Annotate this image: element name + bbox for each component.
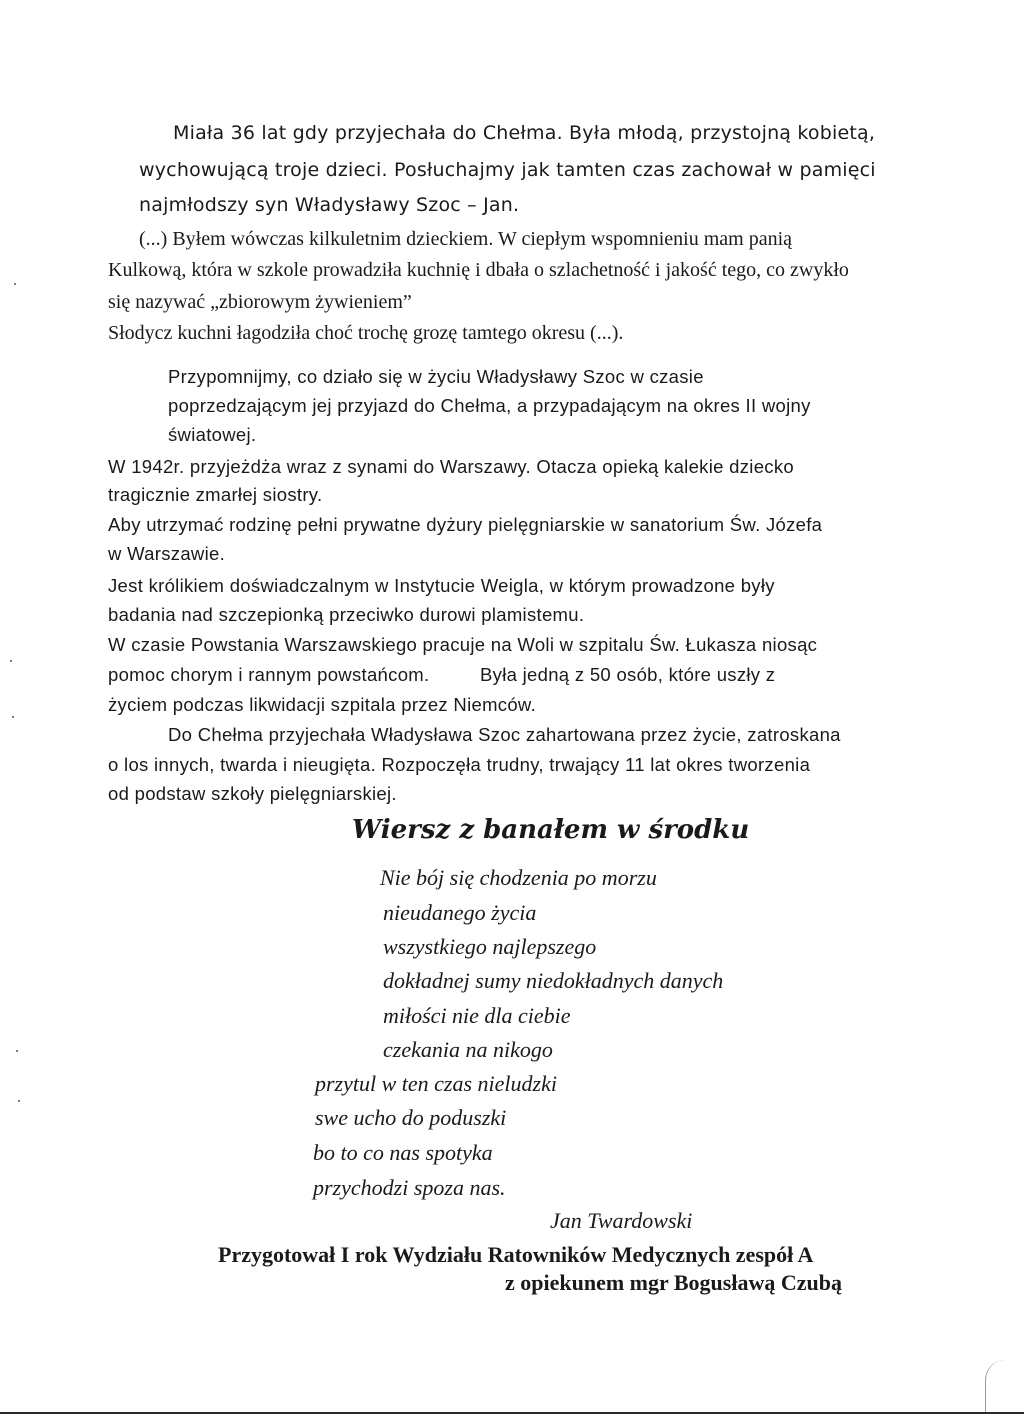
quote-line-3: się nazywać „zbiorowym żywieniem” xyxy=(108,291,412,313)
history-line-15: od podstaw szkoły pielęgniarskiej. xyxy=(108,783,397,804)
scan-speck xyxy=(18,1100,20,1102)
quote-line-2: Kulkową, która w szkole prowadziła kuchnię i dbała o szlachetność i jakość tego, co zwykło xyxy=(108,259,849,281)
credits-line-2: z opiekunem mgr Bogusławą Czubą xyxy=(505,1270,842,1295)
history-line-5: tragicznie zmarłej siostry. xyxy=(108,484,323,505)
intro-line-3: najmłodszy syn Władysławy Szoc – Jan. xyxy=(139,194,520,216)
history-line-9: badania nad szczepionką przeciwko durowi plamistemu. xyxy=(108,604,585,625)
poem-line: czekania na nikogo xyxy=(383,1037,553,1062)
scan-speck xyxy=(10,660,12,662)
scan-bottom-edge xyxy=(0,1412,1024,1414)
history-line-1: Przypomnijmy, co działo się w życiu Władysławy Szoc w czasie xyxy=(168,366,704,387)
history-line-12: życiem podczas likwidacji szpitala przez Niemców. xyxy=(108,694,537,715)
poem-author: Jan Twardowski xyxy=(550,1208,693,1233)
scan-speck xyxy=(12,716,14,718)
intro-line-1: Miała 36 lat gdy przyjechała do Chełma. Była młodą, przystojną kobietą, xyxy=(173,122,876,144)
history-line-6: Aby utrzymać rodzinę pełni prywatne dyżury pielęgniarskie w sanatorium Św. Józefa xyxy=(108,514,823,535)
poem-line: miłości nie dla ciebie xyxy=(383,1003,571,1028)
intro-line-2: wychowującą troje dzieci. Posłuchajmy jak tamten czas zachował w pamięci xyxy=(139,159,876,181)
poem-line: wszystkiego najlepszego xyxy=(383,934,597,959)
poem-line: swe ucho do poduszki xyxy=(315,1105,507,1130)
page-curl xyxy=(985,1360,1016,1412)
poem-title: Wiersz z banałem w środku xyxy=(352,815,750,845)
history-line-11a: pomoc chorym i rannym powstańcom. xyxy=(108,664,430,685)
poem-line: przytul w ten czas nieludzki xyxy=(315,1071,557,1096)
history-line-3: światowej. xyxy=(168,424,257,445)
quote-line-1: (...) Byłem wówczas kilkuletnim dzieckiem. W ciepłym wspomnieniu mam panią xyxy=(139,228,792,250)
poem-line: Nie bój się chodzenia po morzu xyxy=(380,865,657,890)
history-line-7: w Warszawie. xyxy=(108,543,226,564)
history-line-4: W 1942r. przyjeżdża wraz z synami do Warszawy. Otacza opieką kalekie dziecko xyxy=(108,456,794,477)
scan-speck xyxy=(16,1050,18,1052)
poem-line: przychodzi spoza nas. xyxy=(313,1175,506,1200)
history-line-13: Do Chełma przyjechała Władysława Szoc zahartowana przez życie, zatroskana xyxy=(168,724,841,745)
credits-line-1: Przygotował I rok Wydziału Ratowników Medycznych zespół A xyxy=(218,1242,814,1267)
history-line-10: W czasie Powstania Warszawskiego pracuje na Woli w szpitalu Św. Łukasza niosąc xyxy=(108,634,818,655)
poem-line: bo to co nas spotyka xyxy=(313,1140,493,1165)
history-line-11b: Była jedną z 50 osób, które uszły z xyxy=(480,664,776,685)
history-line-8: Jest królikiem doświadczalnym w Instytucie Weigla, w którym prowadzone były xyxy=(108,575,775,596)
poem-line: dokładnej sumy niedokładnych danych xyxy=(383,968,724,993)
history-line-14: o los innych, twarda i nieugięta. Rozpoczęła trudny, trwający 11 lat okres tworzenia xyxy=(108,754,811,775)
scan-speck xyxy=(14,283,16,285)
poem-line: nieudanego życia xyxy=(383,900,537,925)
quote-line-4: Słodycz kuchni łagodziła choć trochę grozę tamtego okresu (...). xyxy=(108,322,624,344)
history-line-2: poprzedzającym jej przyjazd do Chełma, a przypadającym na okres II wojny xyxy=(168,395,811,416)
